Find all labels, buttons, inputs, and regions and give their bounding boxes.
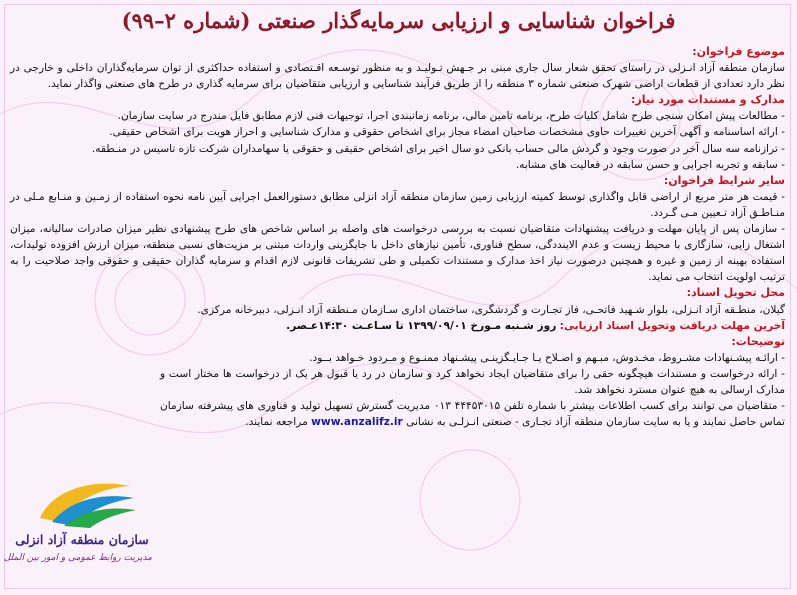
documents-item: - ترازنامه سه سال آخر در صورت وجود و گردش مالی حساب بانکی دو سال اخیر برای اشخاص حقیقی و حقوقی یا سهامداران شرکت تازه تاسیس در منـطقه. bbox=[91, 142, 785, 155]
deadline-line bbox=[10, 318, 785, 334]
logo-name: سازمان منطقه آزاد انزلی bbox=[15, 532, 149, 547]
documents-heading: مدارک و مستندات مورد نیاز: bbox=[630, 93, 785, 107]
logo-wave-icon bbox=[12, 470, 152, 532]
notes-item-contact bbox=[10, 398, 785, 430]
delivery-text: گیلان، منطـقه آزاد انـزلی، بلوار شـهید فاتحـی، فاز تجـارت و گردشگری، ساختمان اداری سـازمان مـنطقه آزاد انـزلی، دبیرخانه مرکزی. bbox=[197, 303, 785, 316]
notes-item: - ارائـه پیشـنهادات مشـروط، مخـدوش، مبـهم و اصـلاح یـا جـایـگزینـی پیشـنهاد ممنـوع و مـردود خـواهد بــود. bbox=[309, 351, 785, 364]
documents-item: - سابقه و تجربه اجرایی و حسن سابقه در فعالیت های مشابه. bbox=[515, 158, 785, 171]
subject-text: سازمان منطقه آزاد انـزلی در راستای تحقق شعار سال جاری مبنی بر جـهش تـولیـد و به منظور توسـعه اقـتصادی و استفاده حداکثری از توان سرمایه‌گذاران داخلی و خارجی در نظر دارد تعدادی از قطعات اراضی شهرک صنعتی شماره ۳ منطقه را از طریق فرآیند شناسایی و ارزیابی متقاضیان برای سرمایه گذاری در طرح های صنعتی واگذار نماید. bbox=[10, 62, 785, 91]
documents-item: - مطالعات پیش امکان سنجی طرح شامل کلیات طرح، برنامه تامین مالی، برنامه زمانبندی اجرا، توجیهات فنی لازم مطابق فایل مندرج در سایت سازمان. bbox=[117, 110, 785, 123]
conditions-item: - سازمان پس از پایان مهلت و دریافت پیشنهادات متقاضیان نسبت به بررسی درخواست های واصله بر اساس شاخص های طرح پیشنهادی نظیر میزان صادرات سالیانه، میزان اشتغال زایی، سازگاری با محیط زیست و عدم الاینددگی، سطح فناوری، تأمین نیازهای داخل با جایگزینی واردات مبتنی بر مزیت‌های نسبی منطقه، میزان ارزش افزوده تولیدات، استفاده بهینه از زمین و غیره و همچنین درصورت نیاز اخذ مدارک و مستندات تکمیلی و طی تشریفات قانونی لازم اقدام و سرمایه گذاران حقیقی و حقوقی واجد صلاحیت را به ترتیب اولویت انتخاب می نماید. bbox=[10, 223, 785, 284]
notes-contact-text: - متقاضیان می توانند برای کسب اطلاعات بیشتر با شماره تلفن ۴۴۴۵۳۰۱۵ ۰۱۳ مدیریت گسترش تسهیل تولید و فناوری های پیشرفته سازمان تماس حاصل نمایند و یا به سایت سازمان منطقه آزاد تجـاری - صنعتی انـزلـی به نشانی bbox=[160, 400, 785, 429]
organization-logo bbox=[3, 470, 152, 580]
conditions-item: - قیمت هر متر مربع از اراضی قابل واگذاری توسط کمیته ارزیابی زمین سازمان منطقه آزاد انزلی مطابق دستورالعمل اجرایی آیین نامه نحوه استفاده از زمـین و منـابع مـلی در منـاطـق آزاد تـعیین مـی گـردد. bbox=[10, 190, 785, 219]
documents-item: - ارائه اساسنامه و آگهی آخرین تغییرات حاوی مشخصات صاحبان امضاء مجاز برای اشخاص حقوقی و مدارک شناسایی و احراز هویت برای اشخاص حقیقی. bbox=[109, 126, 785, 139]
notes-item: - ارائه درخواست و مستندات هیچگونه حقی را برای متقاضیان ایجاد نخواهد کرد و سازمان در رد یا قبول هر یک از درخواست ها مختار است و مدارک ارسالی به هیچ عنوان مسترد نخواهد شد. bbox=[160, 367, 785, 396]
website-link[interactable]: www.anzalifz.ir bbox=[311, 416, 403, 429]
notes-contact-end: مراجعه نمایند. bbox=[245, 416, 308, 429]
page-title: فراخوان شناسایی و ارزیابی سرمایه‌گذار صنعتی (شماره ۲–۹۹) bbox=[121, 8, 676, 33]
subject-heading: موضوع فراخوان: bbox=[692, 45, 785, 58]
notes-heading: توضیحات: bbox=[731, 334, 785, 348]
deadline-text: روز شـنبه مـورخ ۱۳۹۹/۰۹/۰۱ تا سـاعـت ۱۴:۳۰عـصر. bbox=[286, 319, 557, 332]
deadline-heading: آخرین مهلت دریافت وتحویل اسناد ارزیابی: bbox=[559, 319, 785, 332]
conditions-heading: سایر شرایط فراخوان: bbox=[663, 173, 785, 187]
announcement-body bbox=[10, 44, 785, 430]
delivery-heading: محل تحویل اسناد: bbox=[686, 286, 785, 300]
logo-subtitle: مدیریت روابط عمومی و امور بین الملل bbox=[3, 553, 152, 563]
